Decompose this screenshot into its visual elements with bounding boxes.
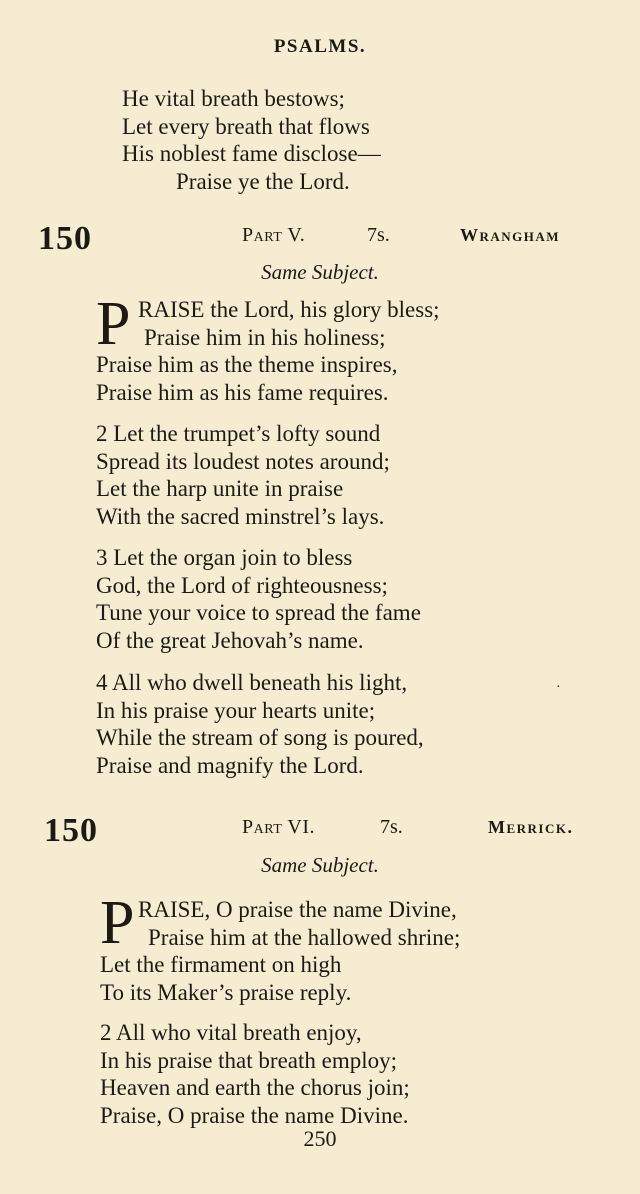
running-head: PSALMS. [273, 36, 367, 57]
verse-line: To its Maker’s praise reply. [100, 979, 352, 1005]
stanza-4 [96, 669, 424, 779]
verse-line: 3 Let the organ join to bless [96, 545, 353, 570]
hymn-meter: 7s. [367, 224, 390, 246]
hymn-meter: 7s. [380, 816, 403, 838]
ink-speck: · [556, 680, 561, 695]
verse-line: Praise him at the hallowed shrine; [148, 924, 461, 950]
tune-name: Merrick. [488, 817, 574, 837]
stanza-1 [100, 896, 460, 1006]
verse-line: Praise him as the theme inspires, [96, 352, 398, 377]
verse-line: 2 All who vital breath enjoy, [100, 1020, 362, 1045]
verse-line: With the sacred minstrel’s lays. [96, 503, 385, 529]
verse-line: In his praise that breath employ; [100, 1047, 398, 1073]
hymn-number: 150 [38, 220, 92, 257]
verse-line: Let the firmament on high [100, 952, 342, 977]
carryover-stanza [122, 85, 381, 195]
verse-line: Tune your voice to spread the fame [96, 600, 421, 625]
hymn-part: Part V. [242, 224, 306, 246]
hymn-subject: Same Subject. [261, 853, 379, 877]
verse-line: Let the harp unite in praise [96, 476, 344, 501]
stanza-2 [96, 420, 390, 530]
hymn-part: Part VI. [242, 816, 316, 838]
hymn-number: 150 [44, 812, 98, 849]
page-number: 250 [303, 1126, 337, 1151]
verse-line: Praise ye the Lord. [176, 168, 350, 194]
tune-name: Wrangham [460, 225, 561, 245]
verse-line: Spread its loudest notes around; [96, 448, 390, 474]
verse-line: 2 Let the trumpet’s lofty sound [96, 421, 381, 446]
stanza-1 [96, 296, 440, 406]
verse-line: Praise him in his holiness; [144, 324, 386, 350]
verse-line: RAISE the Lord, his glory bless; [138, 297, 440, 322]
verse-line: His noblest fame disclose— [122, 141, 381, 166]
stanza-2 [100, 1019, 410, 1129]
verse-line: Let every breath that flows [122, 113, 370, 139]
verse-line: While the stream of song is poured, [96, 725, 424, 750]
verse-line: RAISE, O praise the name Divine, [138, 897, 457, 922]
verse-line: Praise, O praise the name Divine. [100, 1102, 409, 1128]
verse-line: 4 All who dwell beneath his light, [96, 670, 408, 695]
verse-line: In his praise your hearts unite; [96, 697, 376, 723]
verse-line: Praise and magnify the Lord. [96, 752, 364, 778]
drop-cap: P [96, 290, 131, 358]
verse-line: Heaven and earth the chorus join; [100, 1075, 410, 1100]
hymn-header [0, 220, 640, 257]
hymn-subject: Same Subject. [261, 260, 379, 284]
hymn-header [0, 812, 640, 849]
verse-line: Praise him as his fame requires. [96, 379, 389, 405]
verse-line: Of the great Jehovah’s name. [96, 627, 364, 653]
verse-line: God, the Lord of righteousness; [96, 572, 388, 598]
drop-cap: P [100, 889, 135, 957]
stanza-3 [96, 544, 421, 654]
verse-line: He vital breath bestows; [122, 86, 345, 111]
